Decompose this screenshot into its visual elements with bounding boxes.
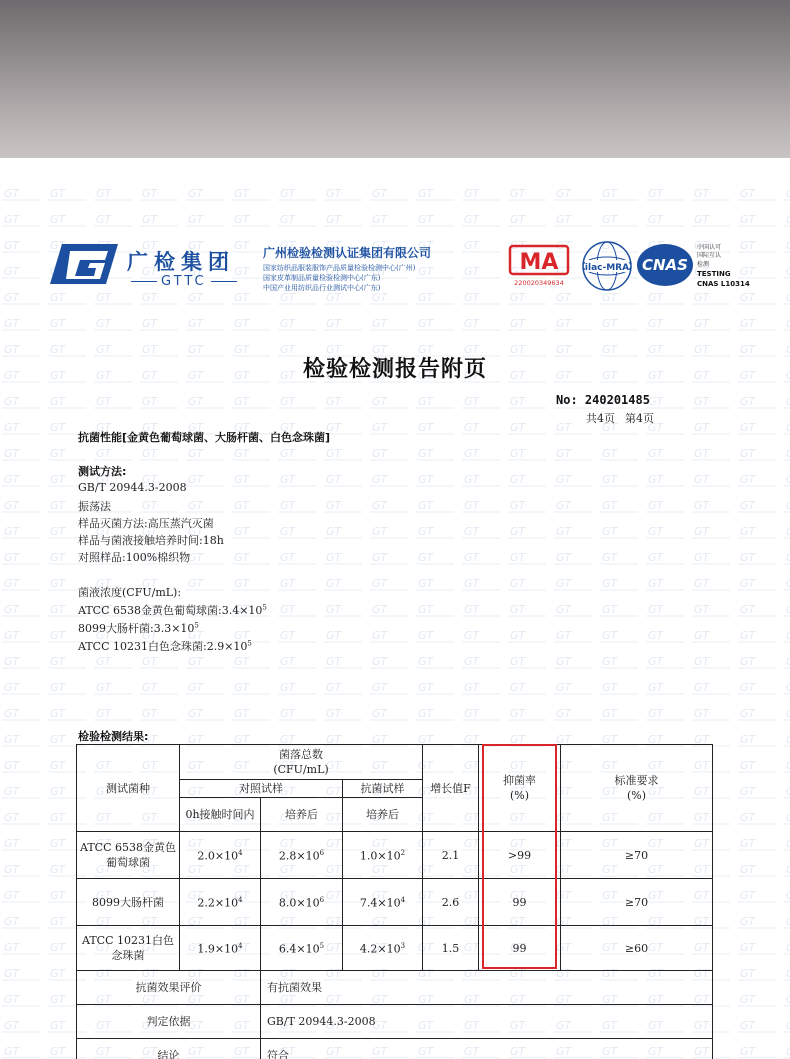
header-growth: 增长值F — [423, 745, 479, 832]
report-page — [0, 180, 790, 1059]
strain-cell: ATCC 6538金黄色葡萄球菌 — [77, 832, 180, 879]
strain-cell: ATCC 10231白色念珠菌 — [77, 926, 180, 971]
header-after-culture-control: 培养后 — [261, 798, 343, 832]
basis-value: GB/T 20944.3-2008 — [261, 1005, 713, 1039]
svg-text:MA: MA — [519, 250, 559, 275]
page-indicator: 共4页 第4页 — [586, 412, 654, 425]
header-control: 对照试样 — [180, 780, 343, 798]
method-name: 振荡法 — [78, 500, 111, 513]
strain-cell: 8099大肠杆菌 — [77, 879, 180, 926]
contact-time: 样品与菌液接触培养时间:18h — [78, 534, 224, 547]
growth-cell: 1.5 — [423, 926, 479, 971]
results-heading: 检验检测结果: — [78, 730, 149, 743]
table-row — [77, 879, 713, 926]
report-number: No: 240201485 — [556, 393, 650, 407]
control-18h-cell: $6.4\times 10^5$ — [261, 926, 343, 971]
rate-cell: 99 — [479, 926, 561, 971]
rate-cell: >99 — [479, 832, 561, 879]
brand-english-name: GTTC — [127, 274, 241, 289]
control-0h-cell: $2.2\times 10^4$ — [180, 879, 261, 926]
growth-cell: 2.6 — [423, 879, 479, 926]
control-0h-cell: $2.0\times 10^4$ — [180, 832, 261, 879]
center-line-3: 中国产业用纺织品行业测试中心(广东) — [263, 284, 381, 292]
method-heading: 测试方法: — [78, 465, 127, 478]
test-item: 抗菌性能[金黄色葡萄球菌、大肠杆菌、白色念珠菌] — [78, 431, 331, 444]
basis-label: 判定依据 — [77, 1005, 261, 1039]
cnas-line-1: 中国认可 — [697, 244, 722, 251]
table-row — [77, 832, 713, 879]
requirement-cell: ≥70 — [561, 879, 713, 926]
control-18h-cell: $2.8\times 10^6$ — [261, 832, 343, 879]
concentration-heading: 菌液浓度(CFU/mL): — [78, 586, 182, 599]
growth-cell: 2.1 — [423, 832, 479, 879]
brand-chinese-name: 广检集团 — [127, 250, 235, 274]
header-strain: 测试菌种 — [77, 745, 180, 832]
control-18h-cell: $8.0\times 10^6$ — [261, 879, 343, 926]
evaluation-value: 有抗菌效果 — [261, 971, 713, 1005]
concentration-item-2: 8099大肠杆菌$:3.3\times 10^5$ — [78, 621, 199, 635]
concentration-item-1: ATCC 6538金黄色葡萄球菌$:3.4\times 10^5$ — [78, 603, 267, 617]
cma-mark-icon — [508, 244, 570, 288]
sample-18h-cell: $7.4\times 10^4$ — [343, 879, 423, 926]
header-contact-0h: 0h接触时间内 — [180, 798, 261, 832]
header-after-culture-sample: 培养后 — [343, 798, 423, 832]
control-sample: 对照样品:100%棉织物 — [78, 551, 191, 564]
gttc-logo-icon — [50, 242, 118, 286]
top-photo-band — [0, 0, 790, 158]
svg-text:ilac-MRA: ilac-MRA — [584, 263, 630, 273]
rate-column-highlight — [482, 744, 557, 969]
evaluation-label: 抗菌效果评价 — [77, 971, 261, 1005]
center-line-2: 国家皮革制品质量检验检测中心(广东) — [263, 274, 381, 282]
cnas-line-2: 国际互认 — [697, 252, 722, 259]
evaluation-row — [77, 971, 713, 1005]
cnas-line-3: 检测 — [697, 261, 710, 268]
results-table — [76, 744, 713, 1059]
concentration-item-3: ATCC 10231白色念珠菌$:2.9\times 10^5$ — [78, 639, 252, 653]
sample-18h-cell: $1.0\times 10^2$ — [343, 832, 423, 879]
requirement-cell: ≥70 — [561, 832, 713, 879]
cnas-mark-icon — [636, 242, 694, 288]
requirement-cell: ≥60 — [561, 926, 713, 971]
sterilization-method: 样品灭菌方法:高压蒸汽灭菌 — [78, 517, 214, 530]
company-name: 广州检验检测认证集团有限公司 — [263, 246, 432, 260]
cnas-line-4: TESTING — [697, 270, 731, 278]
header-antibacterial: 抗菌试样 — [343, 780, 423, 798]
header-total: 菌落总数 (CFU/mL) — [180, 745, 423, 780]
conclusion-label: 结论 — [77, 1039, 261, 1059]
rate-cell: 99 — [479, 879, 561, 926]
sample-18h-cell: $4.2\times 10^3$ — [343, 926, 423, 971]
svg-text:CNAS: CNAS — [642, 256, 688, 274]
conclusion-value: 符合 — [261, 1039, 713, 1059]
ilac-mra-mark-icon — [581, 240, 633, 292]
header-requirement: 标准要求 (%) — [561, 745, 713, 832]
conclusion-row — [77, 1039, 713, 1059]
basis-row — [77, 1005, 713, 1039]
report-title: 检验检测报告附页 — [302, 357, 487, 382]
control-0h-cell: $1.9\times 10^4$ — [180, 926, 261, 971]
cma-code: 220020349634 — [514, 279, 564, 287]
cnas-line-5: CNAS L10314 — [697, 280, 750, 288]
table-row — [77, 926, 713, 971]
method-standard: GB/T 20944.3-2008 — [78, 481, 187, 494]
center-line-1: 国家纺织品服装服饰产品质量检验检测中心(广州) — [263, 264, 416, 272]
header-rate: 抑菌率 (%) — [479, 745, 561, 832]
